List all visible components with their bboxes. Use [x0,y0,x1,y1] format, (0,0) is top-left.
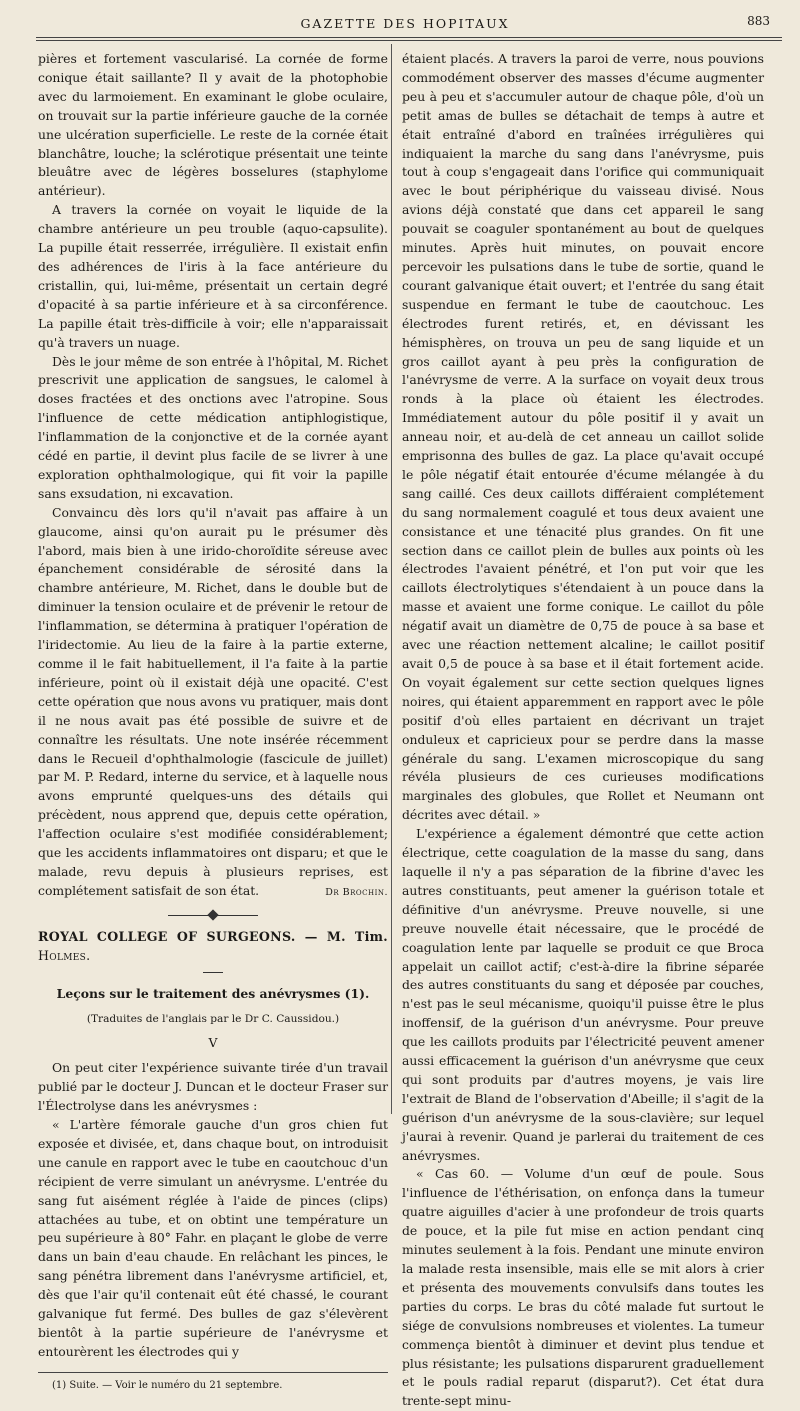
paragraph: On peut citer l'expérience suivante tirée d'un travail publié par le docteur J. Duncan et le docteur Fraser sur l'Électrolyse dans les anévrysmes : [38,1060,388,1114]
section-separator [168,911,258,920]
paragraph: Dès le jour même de son entrée à l'hôpital, M. Richet prescrivit une application de sangsues, le calomel à doses fractées et des onctions avec l'atropine. Sous l'influence de cette médication antiphlogistique, l'inflammation de la conjonctive et de la cornée ayant cédé en partie, il devint plus facile de se livrer à une exploration ophthalmologique, qui fit voir la papille sans exsudation, ni excavation. [38,353,388,501]
paragraph: « Cas 60. — Volume d'un œuf de poule. Sous l'influence de l'éthérisation, on enfonça dans la tumeur quatre aiguilles d'acier à une profondeur de trois quarts de pouce, et la pile fut mise en action pendant cinq minutes seulement à la fois. Pendant une minute environ la malade resta insensible, mais elle se mit alors à crier et présenta des mouvements convulsifs dans toutes les parties du corps. Le bras du côté malade fut surtout le siége de convulsions nombreuses et violentes. La tumeur commença bientôt à diminuer et devint plus tendue et plus résistante; les pulsations disparurent graduellement et le pouls radial reparut (disparut?). Cet état dura trente-sept minu- [402,1166,764,1409]
right-column [402,50,764,1411]
paragraph: pières et fortement vascularisé. La cornée de forme conique était saillante? Il y avait de la photophobie avec du larmoiement. En examinant le globe oculaire, on trouvait sur la partie inférieure gauche de la cornée une ulcération superficielle. Le reste de la cornée était blanchâtre, louche; la sclérotique présentait une teinte bleuâtre avec de légères bosselures (staphylome antérieur). [38,51,388,199]
paragraph: étaient placés. A travers la paroi de verre, nous pouvions commodément observer des masses d'écume augmenter peu à peu et s'accumuler autour de chaque pôle, d'où un petit amas de bulles se détachait de temps à autre et était entraîné d'abord en traînées irrégulières qui indiquaient la marche du sang dans l'anévrysme, puis tout à coup s'engageait dans l'orifice qui communiquait avec le bout périphérique du vaisseau divisé. Nous avions déjà constaté que dans cet appareil le sang pouvait se coaguler spontanément au bout de quelques minutes. Après huit minutes, on pouvait encore percevoir les pulsations dans le tube de sortie, quand le courant galvanique était ouvert; et l'entrée du sang était suspendue en fermant le tube de caoutchouc. Les électrodes furent retirés, et, en dévissant les hémisphères, on trouva un peu de sang liquide et un gros caillot ayant à peu près la configuration de l'anévrysme de verre. A la surface on voyait deux trous ronds à la place où étaient les électrodes. Immédiatement autour du pôle positif il y avait un anneau noir, et au-delà de cet anneau un caillot solide emprisonna des bulles de gaz. La place qu'avait occupé le pôle négatif était entourée d'écume mélangée à du sang caillé. Ces deux caillots différaient complétement du sang normalement coagulé et tous deux avaient une consistance et une ténacité plus grandes. On fit une section dans ce caillot plein de bulles aux points où les électrodes l'avaient pénétré, et l'on put voir que les caillots électrolytiques s'étendaient à un pouce dans la masse et avaient une forme conique. Le caillot du pôle négatif avait un diamètre de 0,75 de pouce à sa base et avec une réaction nettement alcaline; le caillot positif avait 0,5 de pouce à sa base et il était fortement acide. On voyait également sur cette section quelques lignes noires, qui étaient apparemment en rapport avec le pôle positif d'où elles partaient en décrivant un trajet onduleux et capricieux pour se perdre dans la masse générale du sang. L'examen microscopique du sang révéla plusieurs de ces curieuses modifications marginales des globules, que Rollet et Neumann ont décrites avec détail. » [402,51,764,823]
left-column [38,50,388,1396]
header-rule [36,37,782,41]
paragraph: L'expérience a également démontré que cette action électrique, cette coagulation de la masse du sang, dans laquelle il n'y a pas séparation de la fibrine d'avec les autres constituants, peut amener la guérison totale et définitive d'un anévrysme. Preuve nouvelle, si une preuve nouvelle était nécessaire, que le procédé de coagulation lente par laquelle se produit ce que Broca appelait un caillot actif; c'est-à-dire la fibrine séparée des autres constituants du sang et déposée par couches, n'est pas le seul mécanisme, quoiqu'il puisse être le plus inoffensif, de la guérison d'un anévrysme. Pour preuve que les caillots produits par l'électricité peuvent amener aussi efficacement la guérison d'un anévrysme que ceux qui sont produits par d'autres moyens, je vais lire l'extrait de Bland de l'observation d'Abeille; il s'agit de la guérison d'un anévrysme de la sous-clavière; sur lequel j'aurai à revenir. Quand je parlerai du traitement de ces anévrysmes. [402,826,764,1163]
paragraph [38,504,388,901]
short-rule [203,972,223,973]
author-signature: Dr Brochin. [325,886,388,898]
section-title: ROYAL COLLEGE OF SURGEONS. — M. Tim. [38,928,388,944]
page-number: 883 [747,14,770,28]
column-divider [391,44,392,1114]
lesson-number: V [208,1035,218,1051]
translation-note: (Traduites de l'anglais par le Dr C. Caussidou.) [86,1012,340,1025]
section-heading [38,928,388,966]
diamond-ornament [207,909,218,920]
footnote: (1) Suite. — Voir le numéro du 21 septembre. [52,1379,283,1391]
paragraph-text: Convaincu dès lors qu'il n'avait pas affaire à un glaucome, ainsi qu'on aurait pu le présumer dès l'abord, mais bien à une irido-choroïdite séreuse avec épanchement considérable de sérosité dans la chambre antérieure, M. Richet, dans le double but de diminuer la tension oculaire et de prévenir le retour de l'inflammation, se détermina à pratiquer l'opération de l'iridectomie. Au lieu de la faire à la partie externe, comme il le fait habituellement, il l'a faite à la partie inférieure, point où il existait déjà une opacité. C'est cette opération que nous avons vu pratiquer, mais dont il ne nous avait pas été possible de suivre et de connaître les résultats. Une note insérée récemment dans le Recueil d'ophthalmologie (fascicule de juillet) par M. P. Redard, interne du service, et à laquelle nous avons emprunté quelques-uns des détails qui précèdent, nous apprend que, depuis cette opération, l'affection oculaire s'est modifiée considérablement; que les accidents inflammatoires ont disparu; et que le malade, revu depuis à plusieurs reprises, est complétement satisfait de son état. [38,504,388,898]
paragraph: « L'artère fémorale gauche d'un gros chien fut exposée et divisée, et, dans chaque bout, on introduisit une canule en rapport avec le tube en caoutchouc d'un récipient de verre simulant un anévrysme. L'entrée du sang fut aisément réglée à l'aide de pinces (clips) attachées au tube, et on obtint une température un peu supérieure à 80° Fahr. en plaçant le globe de verre dans un bain d'eau chaude. En relâchant les pinces, le sang pénétra librement dans l'anévrysme artificiel, et, dès que l'air qu'il contenait eût été chassé, le courant galvanique fut fermé. Des bulles de gaz s'élevèrent bientôt à la partie supérieure de l'anévrysme et entourèrent les électrodes qui y [38,1117,388,1359]
paragraph: A travers la cornée on voyait le liquide de la chambre antérieure un peu trouble (aquo-capsulite). La pupille était resserrée, irrégulière. Il existait enfin des adhérences de l'iris à la face antérieure du cristallin, qui, lui-même, présentait un certain degré d'opacité à sa partie inférieure et à sa circonférence. La papille était très-difficile à voir; elle n'apparaissait qu'à travers un nuage. [38,202,388,350]
section-author: Holmes. [38,947,91,963]
lesson-title: Leçons sur le traitement des anévrysmes (1). [56,985,370,1001]
journal-title: GAZETTE DES HOPITAUX [300,16,510,31]
footnote-rule [38,1372,388,1373]
page-header [30,10,780,36]
